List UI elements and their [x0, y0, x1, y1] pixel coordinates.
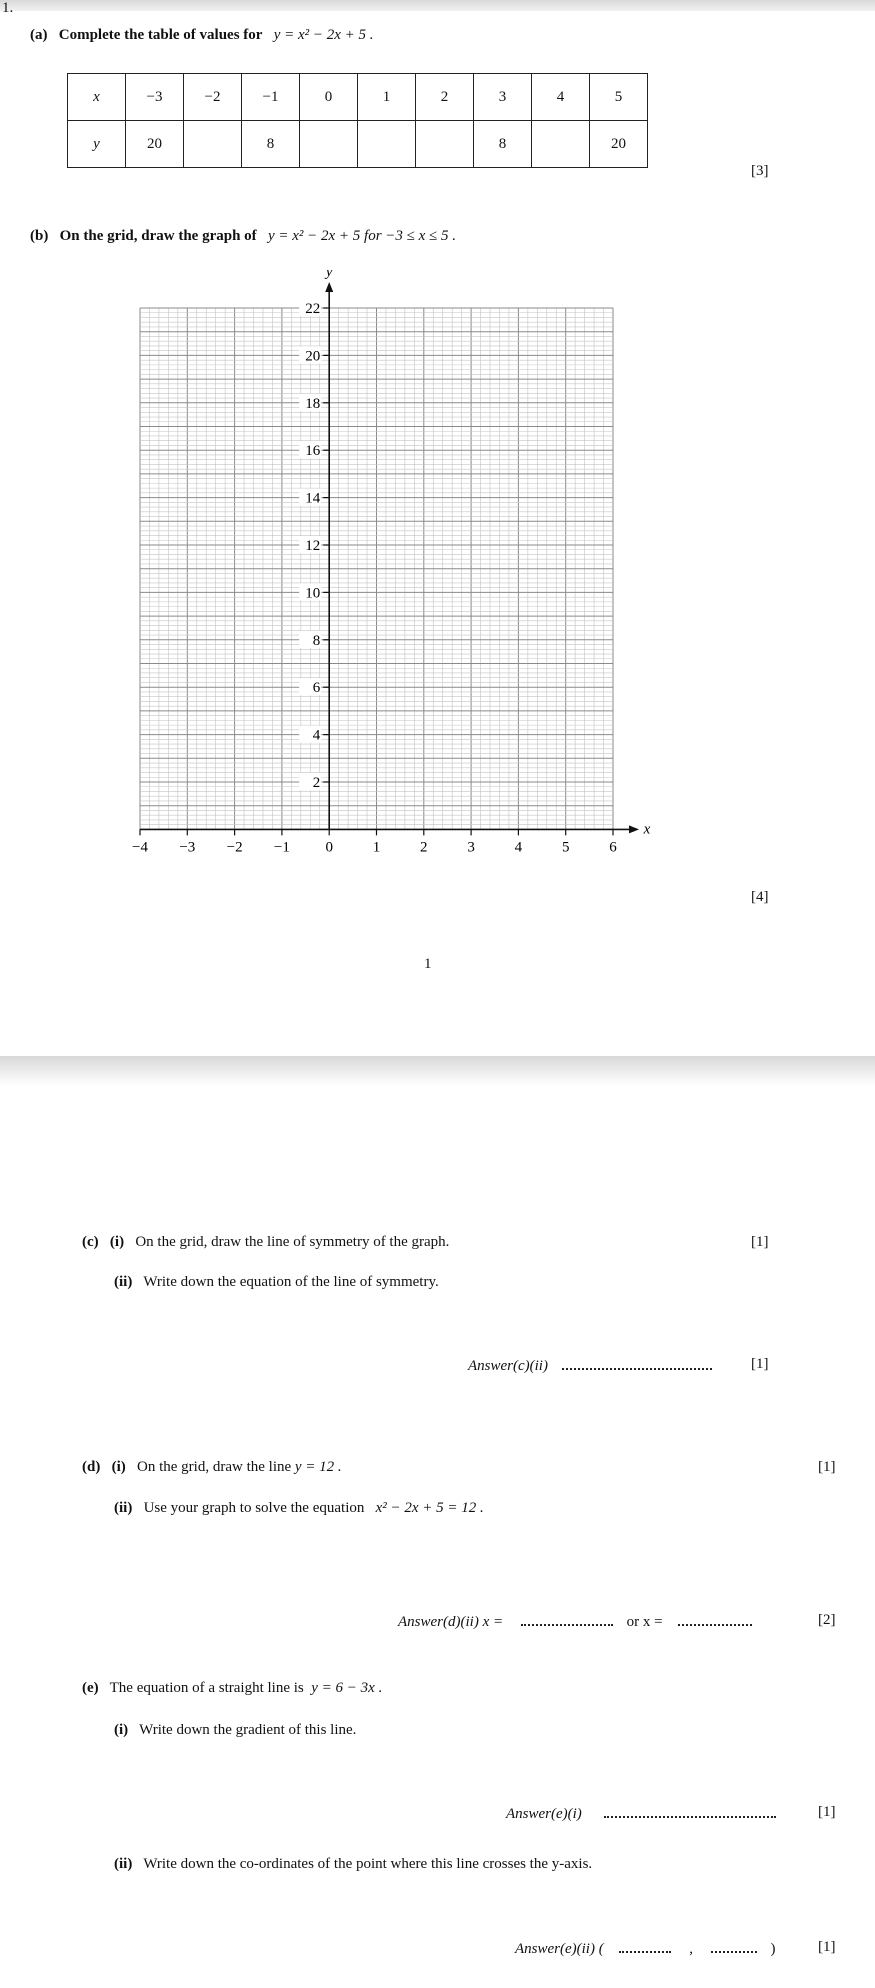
part-a-text: Complete the table of values for [58, 27, 263, 43]
part-e-ii-close: ) [770, 1941, 776, 1957]
question-number: 1. [2, 0, 14, 16]
y-tick-label: 22 [305, 301, 321, 317]
graph-grid[interactable] [115, 270, 655, 870]
y-tick-label: 4 [312, 727, 321, 744]
x-axis-arrow [629, 825, 639, 833]
part-b-prompt [30, 228, 456, 245]
part-d-ii-prompt [114, 1500, 484, 1517]
part-b-mark: [4] [751, 889, 769, 905]
x-tick-label: −4 [132, 839, 148, 856]
part-a-prompt [30, 27, 374, 44]
x-tick-label: −3 [179, 839, 196, 856]
part-d-i-equation: y = 12 . [294, 1459, 342, 1475]
table-x-cell: −3 [126, 74, 184, 121]
x-axis-label: x [643, 821, 651, 838]
part-e-ii-answer-blank-y[interactable] [711, 1939, 757, 1953]
part-e-i-answer-label: Answer(e)(i) [506, 1806, 582, 1822]
part-a-equation: y = x² − 2x + 5 . [273, 27, 374, 43]
y-tick-label: 10 [305, 585, 321, 602]
page-break [0, 1056, 875, 1086]
part-e-ii-prompt [114, 1856, 592, 1873]
part-c-ii-mark: [1] [751, 1356, 769, 1372]
table-of-values [67, 73, 648, 168]
table-x-cell: 5 [590, 74, 648, 121]
part-c-answer-line [468, 1356, 712, 1375]
x-tick-label: 4 [514, 839, 523, 856]
y-tick-label: 16 [305, 443, 321, 460]
part-e-ii-text: Write down the co-ordinates of the point where this line crosses the y-axis. [143, 1856, 593, 1872]
part-d-i-prompt [82, 1459, 342, 1476]
x-tick-label: 1 [372, 839, 381, 856]
table-y-cell[interactable]: 8 [242, 121, 300, 168]
y-tick-label: 6 [312, 680, 321, 697]
part-e-ii-answer-label: Answer(e)(ii) ( [515, 1941, 604, 1957]
x-tick-label: 6 [609, 839, 617, 856]
y-axis-label: y [325, 270, 333, 280]
part-e-i-answer-blank[interactable] [604, 1804, 776, 1818]
part-e-i-label: (i) [114, 1722, 129, 1738]
y-tick-label: 18 [305, 395, 321, 412]
part-c-i-prompt [82, 1234, 449, 1251]
table-y-cell[interactable] [532, 121, 590, 168]
part-d-answer-blank-2[interactable] [678, 1612, 752, 1626]
part-e-ii-answer-blank-x[interactable] [619, 1939, 671, 1953]
page-number: 1 [424, 956, 432, 972]
part-c-ii-text: Write down the equation of the line of symmetry. [143, 1274, 439, 1290]
part-d-label: (d) [82, 1459, 101, 1475]
part-c-answer-label: Answer(c)(ii) [468, 1358, 548, 1374]
table-y-cell[interactable] [300, 121, 358, 168]
part-d-i-label: (i) [111, 1459, 126, 1475]
x-tick-label: 0 [325, 839, 333, 856]
part-e-ii-answer-line [515, 1939, 775, 1958]
part-e-equation: y = 6 − 3x . [311, 1680, 383, 1696]
part-c-ii-prompt [114, 1274, 439, 1291]
table-x-cell: 1 [358, 74, 416, 121]
part-d-answer-blank-1[interactable] [521, 1612, 613, 1626]
part-c-i-mark: [1] [751, 1234, 769, 1250]
table-y-cell[interactable]: 20 [126, 121, 184, 168]
part-b-equation: y = x² − 2x + 5 for −3 ≤ x ≤ 5 . [267, 228, 457, 244]
part-d-ii-mark: [2] [818, 1612, 836, 1628]
part-d-ii-label: (ii) [114, 1500, 133, 1516]
x-tick-label: 3 [467, 839, 475, 856]
x-tick-label: −1 [273, 839, 290, 856]
table-x-cell: −2 [184, 74, 242, 121]
y-tick-label: 2 [312, 775, 321, 791]
part-d-answer-label: Answer(d)(ii) x = [398, 1614, 504, 1630]
part-c-i-text: On the grid, draw the line of symmetry of the graph. [135, 1234, 450, 1250]
table-y-cell[interactable] [358, 121, 416, 168]
part-b-text: On the grid, draw the graph of [59, 228, 257, 244]
part-d-ii-text: Use your graph to solve the equation [143, 1500, 365, 1516]
table-x-cell: 2 [416, 74, 474, 121]
part-d-answer-line [398, 1612, 752, 1631]
table-x-header: x [68, 74, 126, 121]
table-row-x [68, 74, 648, 121]
part-d-or-label: or x = [626, 1614, 663, 1630]
part-d-i-mark: [1] [818, 1459, 836, 1475]
y-tick-label: 8 [312, 632, 321, 649]
table-y-cell[interactable] [416, 121, 474, 168]
x-tick-label: −2 [226, 839, 243, 856]
part-e-text: The equation of a straight line is [109, 1680, 304, 1696]
part-c-i-label: (i) [109, 1234, 125, 1250]
part-a-mark: [3] [751, 163, 769, 179]
part-d-ii-equation: x² − 2x + 5 = 12 . [375, 1500, 484, 1516]
x-tick-label: 2 [420, 839, 428, 856]
table-y-cell[interactable]: 20 [590, 121, 648, 168]
table-y-cell[interactable]: 8 [474, 121, 532, 168]
part-e-ii-mark: [1] [818, 1939, 836, 1955]
table-x-cell: 0 [300, 74, 358, 121]
table-x-cell: −1 [242, 74, 300, 121]
y-tick-label: 12 [305, 538, 321, 554]
table-x-cell: 3 [474, 74, 532, 121]
table-row-y [68, 121, 648, 168]
y-axis-arrow [325, 282, 333, 292]
part-d-i-text: On the grid, draw the line [137, 1459, 292, 1475]
part-e-ii-comma: , [689, 1941, 693, 1957]
part-c-answer-blank[interactable] [562, 1356, 712, 1370]
part-c-label: (c) [82, 1234, 99, 1250]
table-y-cell[interactable] [184, 121, 242, 168]
part-e-i-text: Write down the gradient of this line. [139, 1722, 357, 1738]
part-e-i-answer-line [506, 1804, 776, 1823]
part-e-i-prompt [114, 1722, 356, 1739]
page-top-bar [0, 0, 875, 11]
table-x-cell: 4 [532, 74, 590, 121]
part-e-prompt [82, 1680, 382, 1697]
part-e-ii-label: (ii) [114, 1856, 133, 1872]
part-b-label: (b) [30, 228, 49, 244]
y-tick-label: 14 [305, 490, 321, 507]
part-e-label: (e) [82, 1680, 99, 1696]
part-e-i-mark: [1] [818, 1804, 836, 1820]
part-c-ii-label: (ii) [114, 1274, 133, 1290]
x-tick-label: 5 [561, 839, 570, 856]
y-tick-label: 20 [305, 348, 321, 365]
part-a-label: (a) [30, 27, 48, 43]
table-y-header: y [68, 121, 126, 168]
